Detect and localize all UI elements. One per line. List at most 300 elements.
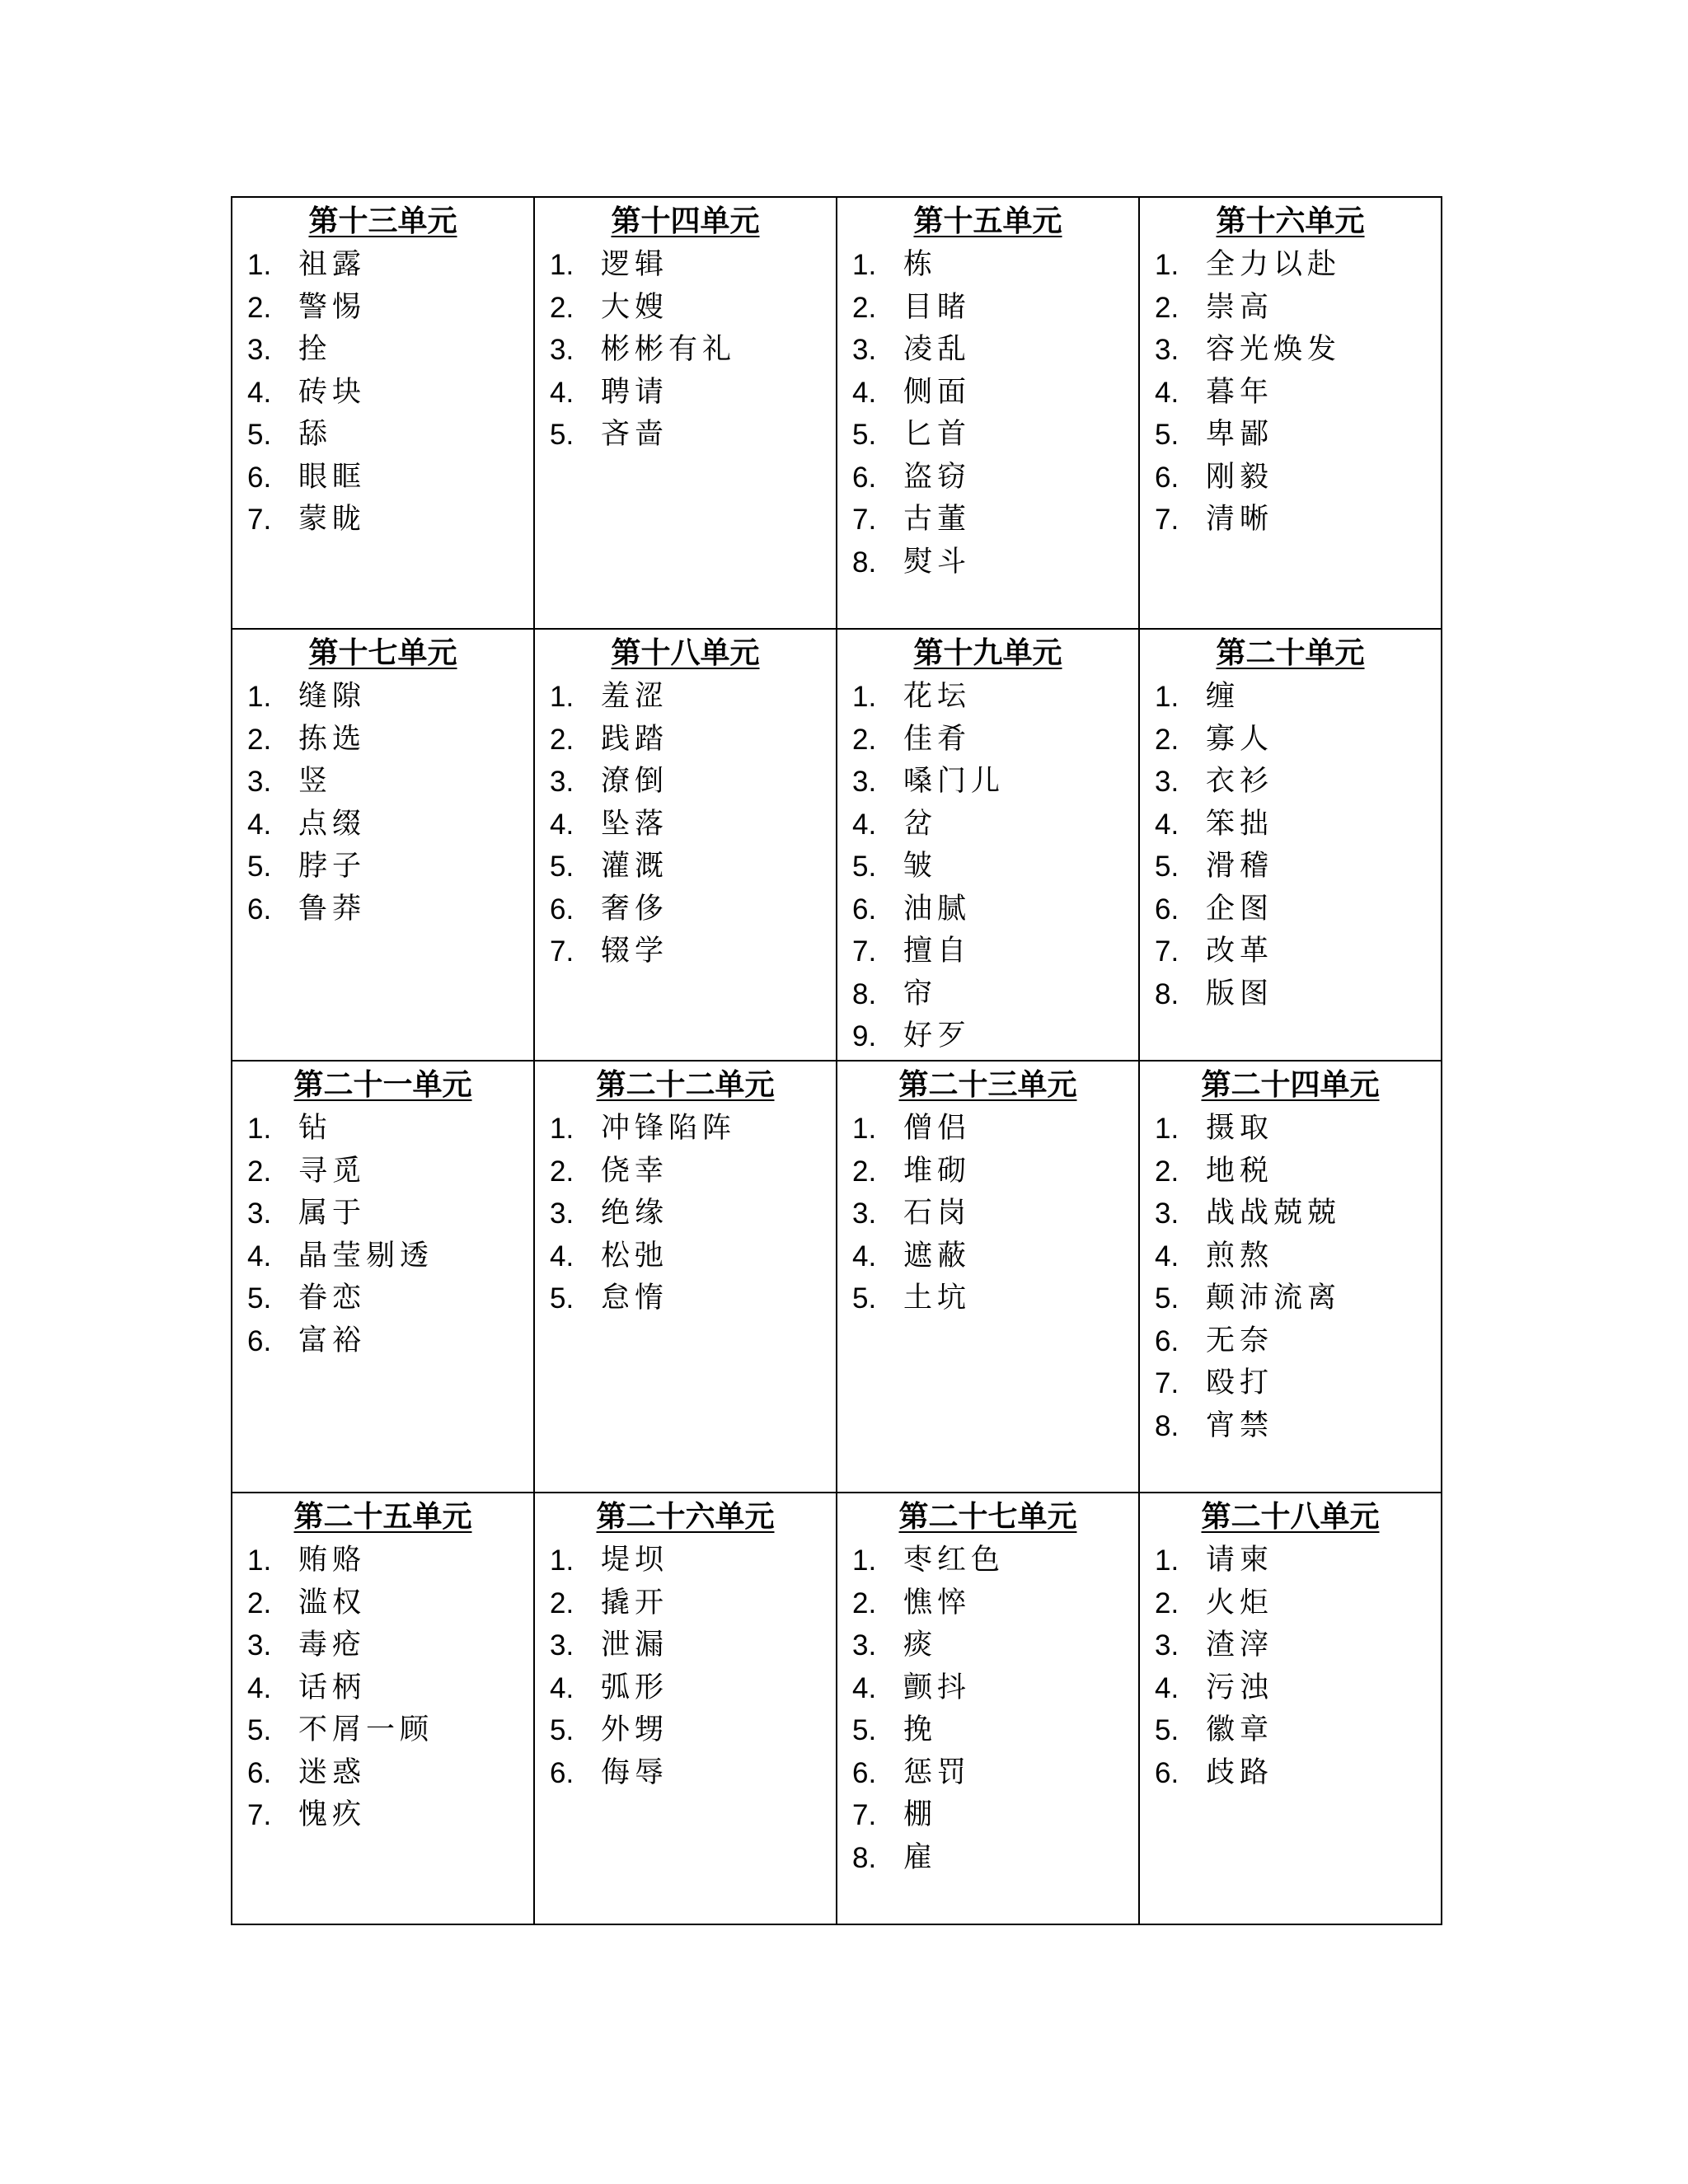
unit-cell	[534, 1061, 837, 1493]
list-item	[247, 287, 533, 330]
vocabulary-word: 冲锋陷阵	[601, 1112, 737, 1145]
item-number: 4.	[247, 1240, 272, 1272]
item-number: 8.	[852, 1841, 877, 1874]
vocabulary-word: 砖块	[298, 375, 367, 409]
list-item	[247, 1709, 533, 1752]
word-list	[232, 244, 533, 541]
item-number: 3.	[852, 334, 877, 366]
vocabulary-word: 晶莹剔透	[298, 1239, 434, 1272]
item-number: 4.	[550, 808, 574, 841]
vocabulary-word: 眼眶	[298, 460, 367, 494]
list-item	[852, 1794, 1138, 1837]
list-item	[247, 1320, 533, 1363]
unit-cell-content	[535, 630, 836, 973]
vocabulary-word: 寡人	[1206, 722, 1274, 756]
list-item	[247, 1540, 533, 1582]
item-number: 3.	[852, 766, 877, 798]
item-number: 2.	[1155, 291, 1179, 324]
list-item	[247, 372, 533, 415]
item-number: 2.	[852, 291, 877, 324]
list-item	[247, 1752, 533, 1795]
unit-cell-content	[837, 1062, 1138, 1320]
vocabulary-word: 脖子	[298, 850, 367, 883]
unit-title-text: 第二十单元	[1216, 635, 1365, 670]
list-item	[852, 499, 1138, 541]
item-number: 4.	[550, 1671, 574, 1704]
vocabulary-table	[231, 196, 1442, 1925]
item-number: 1.	[852, 1544, 877, 1577]
vocabulary-word: 摄取	[1206, 1112, 1274, 1145]
vocabulary-word: 滑稽	[1206, 850, 1274, 883]
list-item	[852, 287, 1138, 330]
list-item	[550, 287, 836, 330]
list-item	[852, 676, 1138, 719]
item-number: 9.	[852, 1020, 877, 1052]
vocabulary-word: 卑鄙	[1206, 418, 1274, 451]
item-number: 8.	[1155, 1409, 1179, 1442]
vocabulary-word: 枣红色	[903, 1544, 1006, 1577]
unit-title-text: 第十七单元	[308, 635, 457, 670]
vocabulary-word: 警惕	[298, 290, 367, 324]
item-number: 2.	[550, 1586, 574, 1619]
list-item	[550, 414, 836, 457]
item-number: 1.	[1155, 681, 1179, 713]
vocabulary-word: 毒疮	[298, 1629, 367, 1661]
vocabulary-word: 痰	[903, 1629, 938, 1661]
list-item	[852, 329, 1138, 372]
unit-cell	[232, 1493, 534, 1924]
item-number: 2.	[852, 723, 877, 756]
item-number: 2.	[550, 1155, 574, 1188]
unit-title-text: 第二十四单元	[1201, 1067, 1380, 1102]
list-item	[247, 1277, 533, 1320]
list-item	[550, 1752, 836, 1795]
list-item	[1155, 719, 1441, 762]
item-number: 4.	[852, 1240, 877, 1272]
unit-cell-content	[535, 198, 836, 457]
list-item	[247, 457, 533, 499]
item-number: 7.	[1155, 1367, 1179, 1399]
list-item	[1155, 329, 1441, 372]
list-item	[1155, 846, 1441, 888]
item-number: 5.	[550, 851, 574, 883]
vocabulary-word: 熨斗	[903, 545, 972, 579]
list-item	[247, 761, 533, 804]
item-number: 7.	[550, 935, 574, 968]
vocabulary-word: 彬彬有礼	[601, 333, 737, 366]
item-number: 5.	[550, 1282, 574, 1315]
item-number: 6.	[550, 893, 574, 926]
vocabulary-word: 逻辑	[601, 248, 669, 281]
item-number: 4.	[1155, 808, 1179, 841]
unit-title-text: 第十八单元	[611, 635, 760, 670]
vocabulary-word: 帘	[903, 977, 938, 1010]
unit-title	[232, 203, 533, 239]
item-number: 6.	[1155, 1756, 1179, 1789]
item-number: 6.	[1155, 893, 1179, 926]
unit-title-text: 第二十一单元	[293, 1067, 472, 1102]
vocabulary-word: 怠惰	[601, 1282, 669, 1315]
unit-title-text: 第二十五单元	[293, 1499, 472, 1534]
vocabulary-word: 崇高	[1206, 290, 1274, 324]
item-number: 5.	[247, 851, 272, 883]
item-number: 2.	[247, 291, 272, 324]
vocabulary-word: 灌溉	[601, 850, 669, 883]
list-item	[852, 414, 1138, 457]
item-number: 5.	[852, 419, 877, 451]
list-item	[852, 1540, 1138, 1582]
unit-title	[837, 635, 1138, 671]
item-number: 4.	[247, 808, 272, 841]
word-list	[535, 1108, 836, 1320]
item-number: 5.	[550, 419, 574, 451]
list-item	[550, 1582, 836, 1625]
item-number: 1.	[550, 1544, 574, 1577]
vocabulary-word: 松弛	[601, 1239, 669, 1272]
list-item	[550, 676, 836, 719]
word-list	[535, 1540, 836, 1794]
list-item	[247, 1235, 533, 1278]
item-number: 1.	[247, 1113, 272, 1145]
list-item	[852, 846, 1138, 888]
list-item	[550, 1540, 836, 1582]
unit-title-text: 第二十三单元	[898, 1067, 1077, 1102]
vocabulary-word: 煎熬	[1206, 1239, 1274, 1272]
item-number: 2.	[852, 1586, 877, 1619]
item-number: 4.	[1155, 1240, 1179, 1272]
vocabulary-word: 佳肴	[903, 722, 972, 756]
list-item	[852, 973, 1138, 1016]
list-item	[1155, 1582, 1441, 1625]
vocabulary-word: 颠沛流离	[1206, 1282, 1342, 1315]
item-number: 1.	[247, 1544, 272, 1577]
unit-cell	[534, 1493, 837, 1924]
item-number: 3.	[550, 766, 574, 798]
word-list	[1140, 1540, 1441, 1794]
vocabulary-word: 缠	[1206, 680, 1240, 713]
list-item	[1155, 244, 1441, 287]
item-number: 7.	[852, 935, 877, 968]
item-number: 1.	[247, 681, 272, 713]
item-number: 6.	[550, 1756, 574, 1789]
vocabulary-word: 拴	[298, 333, 333, 366]
item-number: 7.	[247, 504, 272, 536]
item-number: 3.	[550, 1197, 574, 1230]
list-item	[852, 1015, 1138, 1058]
unit-title	[1140, 635, 1441, 671]
list-item	[1155, 1667, 1441, 1710]
vocabulary-word: 撬开	[601, 1586, 669, 1619]
vocabulary-word: 寻觅	[298, 1154, 367, 1188]
item-number: 3.	[1155, 1629, 1179, 1661]
item-number: 1.	[247, 249, 272, 281]
list-item	[247, 414, 533, 457]
item-number: 3.	[1155, 766, 1179, 798]
vocabulary-word: 殴打	[1206, 1366, 1274, 1399]
item-number: 2.	[550, 291, 574, 324]
unit-title	[535, 203, 836, 239]
word-list	[232, 1540, 533, 1837]
vocabulary-word: 盗窃	[903, 460, 972, 494]
unit-cell-content	[232, 1062, 533, 1362]
list-item	[550, 804, 836, 846]
vocabulary-word: 坠落	[601, 807, 669, 841]
vocabulary-word: 岔	[903, 807, 938, 841]
unit-title-text: 第十四单元	[611, 204, 760, 238]
vocabulary-word: 迷惑	[298, 1755, 367, 1789]
item-number: 5.	[247, 419, 272, 451]
unit-cell-content	[535, 1062, 836, 1320]
list-item	[1155, 1108, 1441, 1151]
unit-cell-content	[837, 1493, 1138, 1879]
unit-title-text: 第十三单元	[308, 204, 457, 238]
item-number: 7.	[1155, 504, 1179, 536]
item-number: 1.	[1155, 1544, 1179, 1577]
word-list	[232, 676, 533, 930]
vocabulary-word: 潦倒	[601, 765, 669, 798]
vocabulary-word: 竖	[298, 765, 333, 798]
vocabulary-word: 蒙眬	[298, 503, 367, 536]
vocabulary-word: 吝啬	[601, 418, 669, 451]
unit-title-text: 第二十二单元	[596, 1067, 775, 1102]
vocabulary-word: 不屑一顾	[298, 1713, 434, 1746]
list-item	[852, 1667, 1138, 1710]
vocabulary-word: 污浊	[1206, 1671, 1274, 1704]
item-number: 6.	[1155, 461, 1179, 494]
item-number: 3.	[550, 334, 574, 366]
item-number: 4.	[247, 376, 272, 409]
item-number: 2.	[247, 723, 272, 756]
item-number: 6.	[852, 461, 877, 494]
item-number: 4.	[852, 1671, 877, 1704]
word-list	[535, 676, 836, 973]
item-number: 1.	[852, 1113, 877, 1145]
unit-title-text: 第十五单元	[913, 204, 1062, 238]
vocabulary-word: 徽章	[1206, 1713, 1274, 1746]
vocabulary-word: 雇	[903, 1840, 938, 1874]
table-body	[232, 197, 1442, 1924]
list-item	[550, 372, 836, 415]
item-number: 5.	[1155, 1282, 1179, 1315]
unit-cell-content	[837, 198, 1138, 583]
vocabulary-word: 话柄	[298, 1671, 367, 1704]
vocabulary-word: 辍学	[601, 935, 669, 968]
vocabulary-word: 衣衫	[1206, 765, 1274, 798]
list-item	[550, 761, 836, 804]
vocabulary-word: 皱	[903, 850, 938, 883]
list-item	[1155, 1624, 1441, 1667]
item-number: 5.	[1155, 1714, 1179, 1746]
list-item	[550, 1235, 836, 1278]
vocabulary-word: 嗓门儿	[903, 765, 1006, 798]
table-row	[232, 629, 1442, 1061]
list-item	[550, 244, 836, 287]
list-item	[1155, 973, 1441, 1016]
vocabulary-word: 羞涩	[601, 680, 669, 713]
item-number: 2.	[550, 723, 574, 756]
list-item	[247, 1108, 533, 1151]
unit-cell	[1139, 1061, 1442, 1493]
list-item	[852, 804, 1138, 846]
unit-title	[232, 1066, 533, 1103]
vocabulary-word: 颤抖	[903, 1671, 972, 1704]
vocabulary-word: 拣选	[298, 722, 367, 756]
list-item	[550, 1277, 836, 1320]
vocabulary-word: 滥权	[298, 1586, 367, 1619]
vocabulary-word: 匕首	[903, 418, 972, 451]
item-number: 3.	[852, 1197, 877, 1230]
list-item	[852, 372, 1138, 415]
item-number: 3.	[852, 1629, 877, 1661]
item-number: 4.	[852, 376, 877, 409]
list-item	[247, 846, 533, 888]
vocabulary-word: 栋	[903, 248, 938, 281]
vocabulary-word: 弧形	[601, 1671, 669, 1704]
vocabulary-word: 目睹	[903, 290, 972, 324]
unit-cell	[232, 629, 534, 1061]
vocabulary-word: 渣滓	[1206, 1629, 1274, 1661]
unit-cell-content	[232, 1493, 533, 1837]
list-item	[1155, 499, 1441, 541]
item-number: 7.	[852, 504, 877, 536]
unit-title-text: 第十六单元	[1216, 204, 1365, 238]
vocabulary-word: 舔	[298, 418, 333, 451]
vocabulary-word: 奢侈	[601, 892, 669, 926]
vocabulary-word: 凌乱	[903, 333, 972, 366]
unit-cell-content	[232, 630, 533, 930]
item-number: 4.	[247, 1671, 272, 1704]
table-row	[232, 1493, 1442, 1924]
item-number: 3.	[247, 1197, 272, 1230]
list-item	[550, 719, 836, 762]
vocabulary-word: 属于	[298, 1197, 367, 1230]
list-item	[852, 1235, 1138, 1278]
vocabulary-word: 古董	[903, 503, 972, 536]
vocabulary-word: 缝隙	[298, 680, 367, 713]
item-number: 8.	[852, 977, 877, 1010]
list-item	[247, 719, 533, 762]
unit-title-text: 第二十六单元	[596, 1499, 775, 1534]
list-item	[550, 1667, 836, 1710]
item-number: 1.	[852, 681, 877, 713]
list-item	[550, 930, 836, 973]
list-item	[247, 1193, 533, 1235]
vocabulary-word: 憔悴	[903, 1586, 972, 1619]
vocabulary-word: 惩罚	[903, 1755, 972, 1789]
list-item	[1155, 676, 1441, 719]
vocabulary-word: 地税	[1206, 1154, 1274, 1188]
list-item	[1155, 287, 1441, 330]
list-item	[550, 1193, 836, 1235]
item-number: 8.	[1155, 977, 1179, 1010]
list-item	[247, 676, 533, 719]
item-number: 7.	[247, 1799, 272, 1831]
item-number: 4.	[1155, 376, 1179, 409]
unit-cell	[837, 629, 1139, 1061]
item-number: 3.	[1155, 1197, 1179, 1230]
unit-cell-content	[1140, 1493, 1441, 1794]
unit-cell-content	[1140, 198, 1441, 541]
unit-cell	[837, 197, 1139, 629]
list-item	[852, 1582, 1138, 1625]
item-number: 6.	[247, 893, 272, 926]
vocabulary-word: 全力以赴	[1206, 248, 1342, 281]
item-number: 4.	[550, 376, 574, 409]
vocabulary-word: 暮年	[1206, 375, 1274, 409]
item-number: 3.	[550, 1629, 574, 1661]
unit-cell	[1139, 197, 1442, 629]
unit-title	[232, 1498, 533, 1535]
item-number: 1.	[550, 1113, 574, 1145]
item-number: 4.	[550, 1240, 574, 1272]
vocabulary-word: 祖露	[298, 248, 367, 281]
unit-title	[535, 635, 836, 671]
vocabulary-word: 侥幸	[601, 1154, 669, 1188]
unit-title	[837, 203, 1138, 239]
word-list	[232, 1108, 533, 1362]
vocabulary-word: 版图	[1206, 977, 1274, 1010]
list-item	[852, 541, 1138, 584]
list-item	[852, 1277, 1138, 1320]
list-item	[1155, 1277, 1441, 1320]
unit-cell	[1139, 629, 1442, 1061]
list-item	[247, 804, 533, 846]
unit-title-text: 第十九单元	[913, 635, 1062, 670]
vocabulary-word: 战战兢兢	[1206, 1197, 1342, 1230]
item-number: 5.	[247, 1282, 272, 1315]
item-number: 1.	[1155, 1113, 1179, 1145]
unit-cell	[534, 629, 837, 1061]
item-number: 2.	[852, 1155, 877, 1188]
unit-title	[535, 1066, 836, 1103]
unit-cell-content	[837, 630, 1138, 1058]
list-item	[247, 1794, 533, 1837]
item-number: 5.	[1155, 851, 1179, 883]
unit-cell-content	[535, 1493, 836, 1794]
unit-title	[1140, 1498, 1441, 1535]
vocabulary-word: 好歹	[903, 1019, 972, 1052]
unit-cell-content	[232, 198, 533, 541]
unit-cell-content	[1140, 630, 1441, 1015]
unit-cell	[837, 1493, 1139, 1924]
vocabulary-word: 愧疚	[298, 1798, 367, 1831]
item-number: 6.	[247, 1756, 272, 1789]
list-item	[247, 329, 533, 372]
vocabulary-word: 外甥	[601, 1713, 669, 1746]
unit-title	[1140, 203, 1441, 239]
list-item	[852, 1752, 1138, 1795]
vocabulary-word: 刚毅	[1206, 460, 1274, 494]
unit-title	[535, 1498, 836, 1535]
list-item	[1155, 1362, 1441, 1405]
vocabulary-word: 土坑	[903, 1282, 972, 1315]
list-item	[550, 846, 836, 888]
vocabulary-word: 无奈	[1206, 1324, 1274, 1357]
list-item	[1155, 761, 1441, 804]
list-item	[852, 719, 1138, 762]
unit-title	[837, 1498, 1138, 1535]
vocabulary-word: 践踏	[601, 722, 669, 756]
list-item	[852, 1624, 1138, 1667]
unit-title	[837, 1066, 1138, 1103]
unit-cell	[837, 1061, 1139, 1493]
list-item	[852, 1151, 1138, 1193]
list-item	[1155, 888, 1441, 931]
vocabulary-word: 贿赂	[298, 1544, 367, 1577]
vocabulary-word: 大嫂	[601, 290, 669, 324]
list-item	[1155, 1405, 1441, 1448]
unit-cell	[232, 1061, 534, 1493]
